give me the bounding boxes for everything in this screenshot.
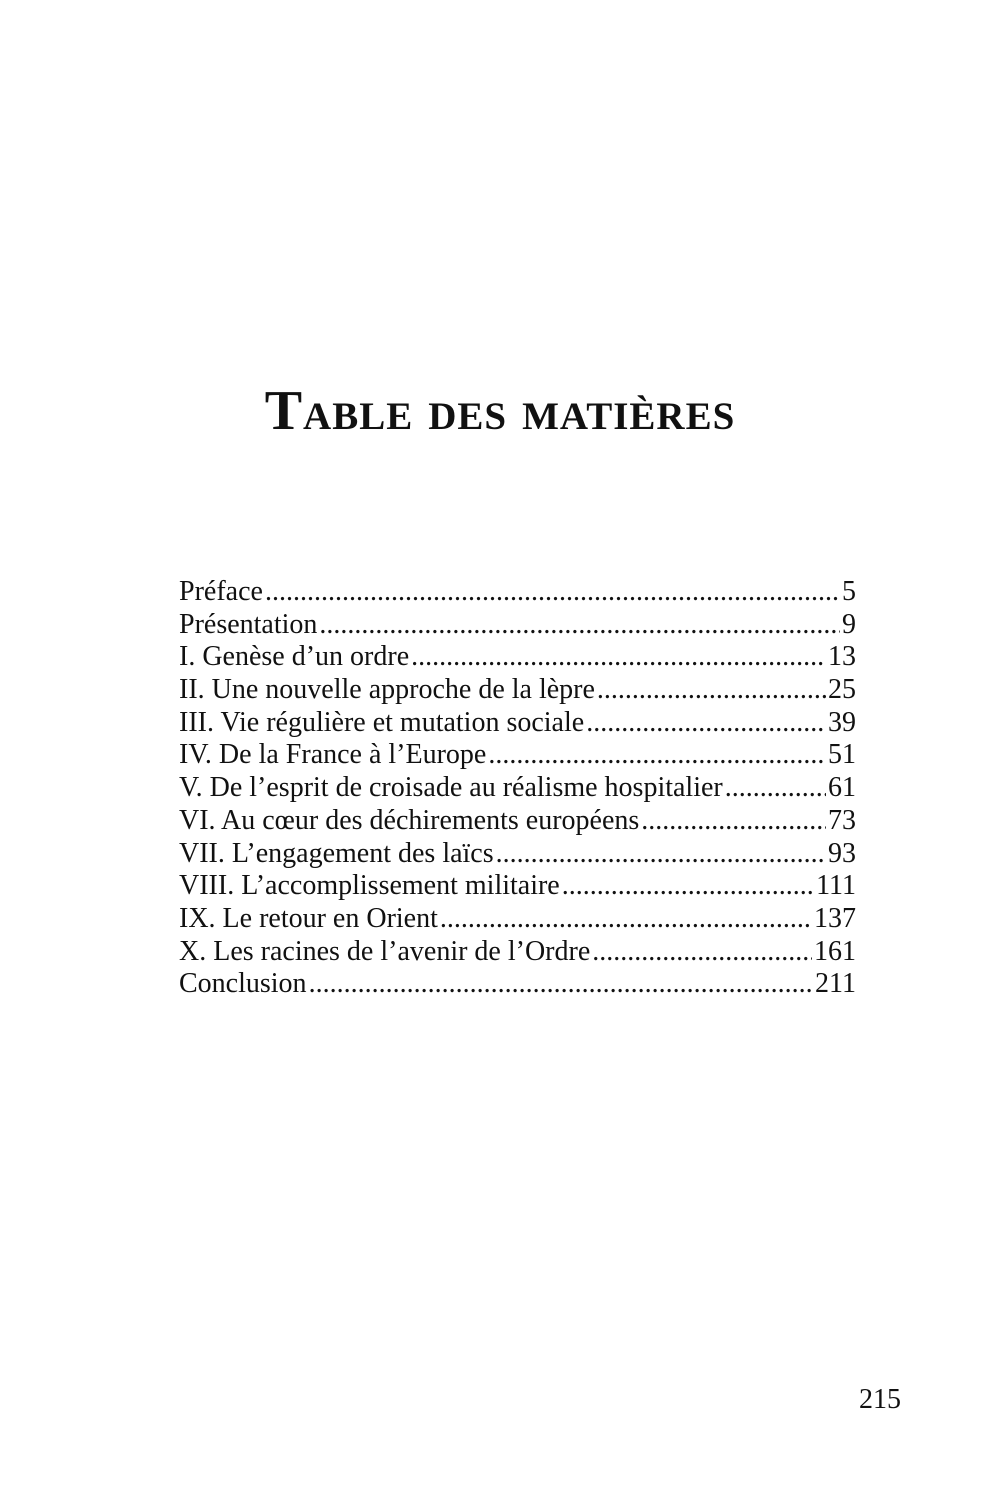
toc-dot-leader	[411, 641, 826, 674]
toc-entry-chapter-7[interactable]	[179, 838, 856, 871]
toc-entry-page: 13	[828, 641, 856, 673]
toc-entry-label: Préface	[179, 576, 263, 607]
toc-dot-leader	[597, 674, 826, 707]
toc-entry-chapter-5[interactable]	[179, 772, 856, 805]
toc-entry-chapter-6[interactable]	[179, 805, 856, 838]
toc-entry-page: 73	[828, 804, 856, 836]
toc-entry-label: II. Une nouvelle approche de la lèpre	[179, 674, 595, 706]
toc-entry-conclusion[interactable]	[179, 968, 856, 1001]
toc-dot-leader	[319, 609, 840, 642]
toc-entry-page: 111	[816, 870, 856, 902]
toc-entry-label: V. De l’esprit de croisade au réalisme hospitalier	[179, 772, 723, 804]
table-of-contents	[179, 576, 856, 1001]
toc-entry-page: 137	[814, 902, 856, 934]
toc-entry-label: IV. De la France à l’Europe	[179, 739, 487, 771]
toc-entry-chapter-8[interactable]	[179, 870, 856, 903]
toc-entry-label: VIII. L’accomplissement militaire	[179, 870, 560, 902]
toc-entry-preface[interactable]	[179, 576, 856, 609]
toc-entry-page: 5	[842, 576, 856, 607]
toc-entry-page: 161	[814, 935, 856, 967]
toc-dot-leader	[440, 903, 812, 936]
page-title: Table des matières	[264, 380, 736, 442]
toc-entry-chapter-1[interactable]	[179, 641, 856, 674]
toc-entry-presentation[interactable]	[179, 609, 856, 642]
toc-dot-leader	[592, 936, 812, 969]
toc-entry-label: III. Vie régulière et mutation sociale	[179, 706, 585, 738]
toc-dot-leader	[309, 968, 813, 1001]
toc-entry-chapter-10[interactable]	[179, 936, 856, 969]
toc-dot-leader	[586, 707, 826, 740]
toc-dot-leader	[725, 772, 826, 805]
toc-entry-page: 93	[828, 837, 856, 869]
toc-entry-label: VI. Au cœur des déchirements européens	[179, 804, 640, 836]
toc-entry-page: 39	[828, 706, 856, 738]
toc-entry-label: I. Genèse d’un ordre	[179, 641, 410, 673]
toc-dot-leader	[488, 739, 826, 772]
toc-entry-chapter-9[interactable]	[179, 903, 856, 936]
toc-entry-page: 51	[828, 739, 856, 771]
toc-dot-leader	[562, 870, 814, 903]
toc-entry-chapter-3[interactable]	[179, 707, 856, 740]
toc-entry-chapter-4[interactable]	[179, 739, 856, 772]
toc-entry-label: Présentation	[179, 608, 318, 640]
toc-entry-label: Conclusion	[179, 968, 307, 1000]
page-number: 215	[859, 1384, 901, 1415]
toc-entry-page: 211	[815, 968, 856, 1000]
toc-entry-chapter-2[interactable]	[179, 674, 856, 707]
toc-dot-leader	[641, 805, 826, 838]
toc-entry-page: 25	[828, 674, 856, 706]
toc-dot-leader	[496, 838, 826, 871]
toc-entry-label: X. Les racines de l’avenir de l’Ordre	[179, 935, 591, 967]
toc-entry-page: 9	[842, 608, 856, 640]
toc-entry-label: VII. L’engagement des laïcs	[179, 837, 494, 869]
toc-entry-page: 61	[828, 772, 856, 804]
toc-dot-leader	[265, 576, 840, 609]
toc-entry-label: IX. Le retour en Orient	[179, 902, 438, 934]
